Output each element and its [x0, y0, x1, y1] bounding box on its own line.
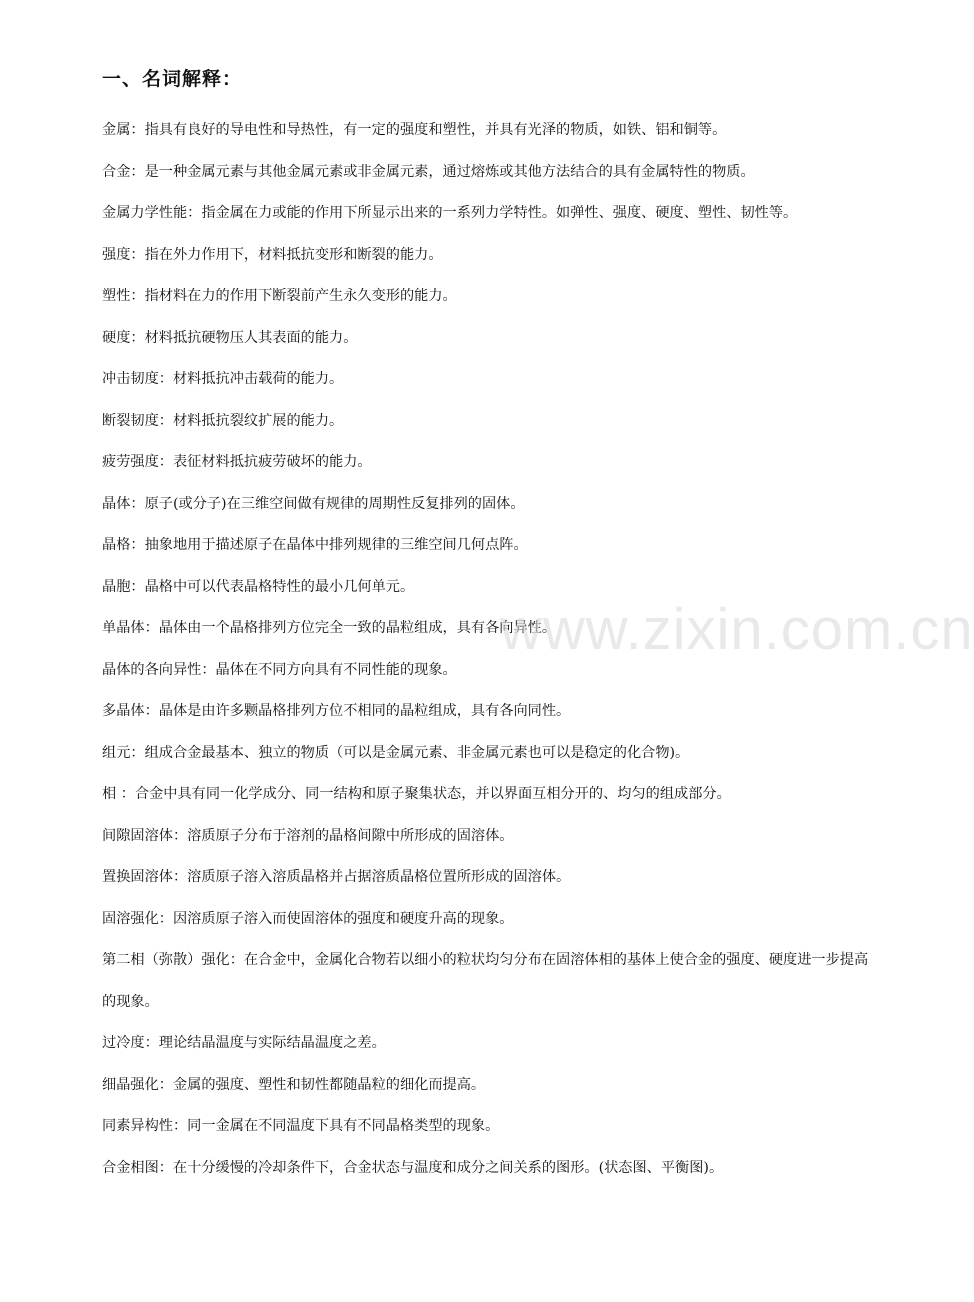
- definition-crystal: 晶体：原子(或分子)在三维空间做有规律的周期性反复排列的固体。: [102, 495, 525, 512]
- section-heading: 一、名词解释：: [102, 68, 243, 90]
- definition-polycrystal: 多晶体：晶体是由许多颗晶格排列方位不相同的晶粒组成，具有各向同性。: [102, 703, 571, 719]
- definition-undercooling: 过冷度：理论结晶温度与实际结晶温度之差。: [102, 1035, 386, 1051]
- definition-plasticity: 塑性：指材料在力的作用下断裂前产生永久变形的能力。: [102, 288, 457, 304]
- definition-dispersion-strengthening: 第二相（弥散）强化：在合金中，金属化合物若以细小的粒状均匀分布在固溶体相的基体上使合金的强度、硬度进一步提高的现象。: [102, 952, 869, 1010]
- definition-anisotropy: 晶体的各向异性：晶体在不同方向具有不同性能的现象。: [102, 661, 457, 678]
- definition-solid-solution-strengthening: 固溶强化：因溶质原子溶入而使固溶体的强度和硬度升高的现象。: [102, 910, 514, 927]
- definition-impact-toughness: 冲击韧度：材料抵抗冲击载荷的能力。: [102, 371, 344, 387]
- definitions-list: [102, 110, 872, 1189]
- definition-fatigue-strength: 疲劳强度：表征材料抵抗疲劳破坏的能力。: [102, 454, 372, 470]
- definition-unit-cell: 晶胞：晶格中可以代表晶格特性的最小几何单元。: [102, 578, 415, 595]
- definition-substitutional-solid-solution: 置换固溶体：溶质原子溶入溶质晶格并占据溶质晶格位置所形成的固溶体。: [102, 869, 571, 885]
- definition-single-crystal: 单晶体：晶体由一个晶格排列方位完全一致的晶粒组成，具有各向异性。: [102, 620, 557, 636]
- definition-hardness: 硬度：材料抵抗硬物压人其表面的能力。: [102, 329, 358, 346]
- definition-phase-diagram: 合金相图：在十分缓慢的冷却条件下，合金状态与温度和成分之间关系的图形。(状态图、平衡图)。: [102, 1159, 724, 1176]
- definition-component: 组元：组成合金最基本、独立的物质（可以是金属元素、非金属元素也可以是稳定的化合物)。: [102, 744, 690, 761]
- definition-grain-refinement: 细晶强化：金属的强度、塑性和韧性都随晶粒的细化而提高。: [102, 1076, 486, 1093]
- definition-lattice: 晶格：抽象地用于描述原子在晶体中排列规律的三维空间几何点阵。: [102, 537, 528, 553]
- definition-strength: 强度：指在外力作用下，材料抵抗变形和断裂的能力。: [102, 246, 443, 263]
- definition-fracture-toughness: 断裂韧度：材料抵抗裂纹扩展的能力。: [102, 412, 344, 429]
- watermark: www.zixin.com.cn: [500, 597, 974, 662]
- definition-phase: 相 ：合金中具有同一化学成分、同一结构和原子聚集状态，并以界面互相分开的、均匀的组成部分。: [102, 786, 731, 802]
- definition-allotropy: 同素异构性：同一金属在不同温度下具有不同晶格类型的现象。: [102, 1118, 500, 1134]
- definition-alloy: 合金：是一种金属元素与其他金属元素或非金属元素，通过熔炼或其他方法结合的具有金属特性的物质。: [102, 163, 755, 180]
- definition-interstitial-solid-solution: 间隙固溶体：溶质原子分布于溶剂的晶格间隙中所形成的固溶体。: [102, 827, 514, 844]
- definition-metal: 金属：指具有良好的导电性和导热性，有一定的强度和塑性，并具有光泽的物质，如铁、铝和铜等。: [102, 122, 727, 138]
- definition-mechanical-properties: 金属力学性能：指金属在力或能的作用下所显示出来的一系列力学特性。如弹性、强度、硬度、塑性、韧性等。: [102, 205, 798, 221]
